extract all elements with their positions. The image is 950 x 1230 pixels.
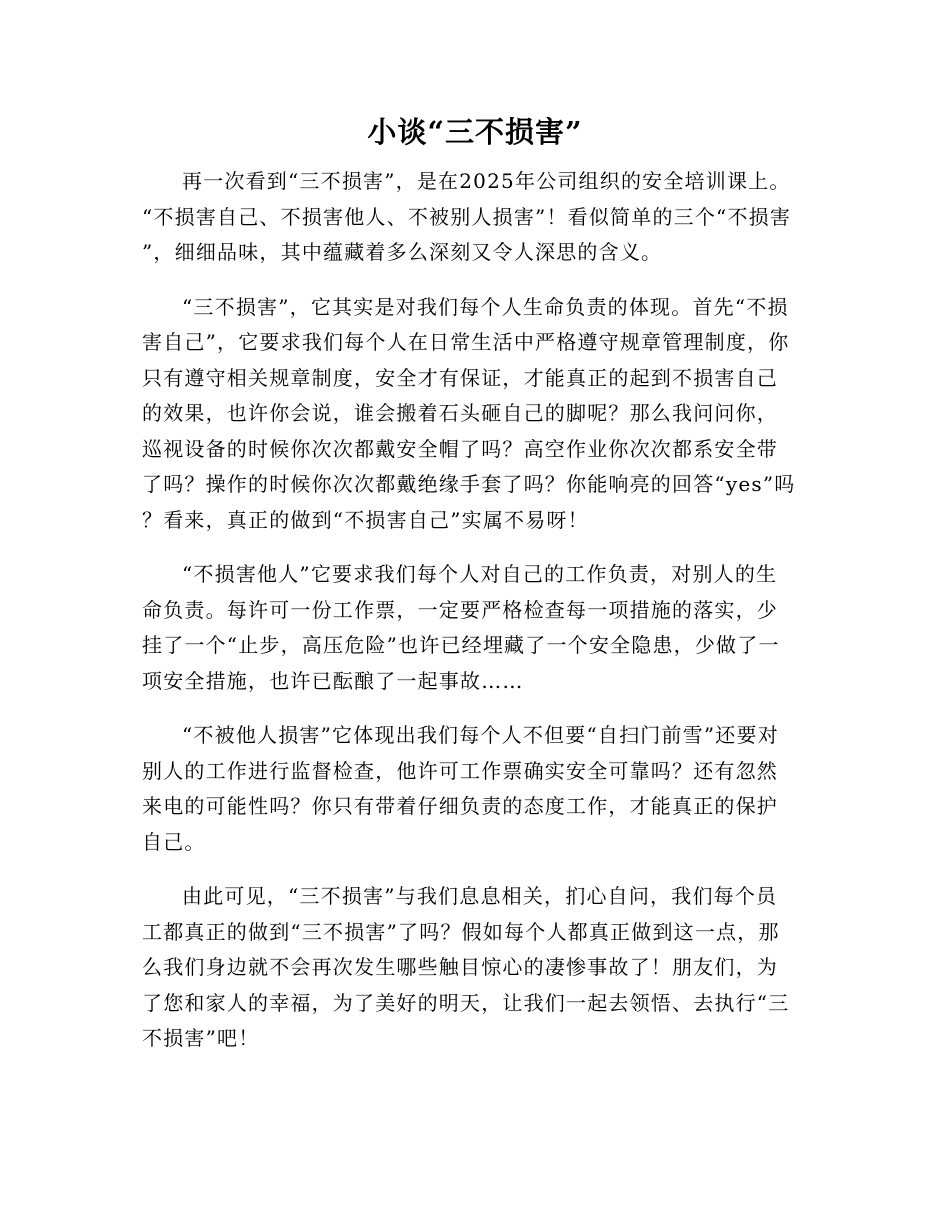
paragraph-1: 再一次看到“三不损害”，是在2025年公司组织的安全培训课上。“不损害自己、不损害他人、不被别人损害”！看似简单的三个“不损害”，细细品味，其中蕴藏着多么深刻又令人深思的含义。 xyxy=(142,169,792,264)
paragraph-2: “三不损害”，它其实是对我们每个人生命负责的体现。首先“不损害自己”，它要求我们每个人在日常生活中严格遵守规章管理制度，你只有遵守相关规章制度，安全才有保证，才能真正的起到不损害自己的效果，也许你会说，谁会搬着石头砸自己的脚呢？那么我问问你，巡视设备的时候你次次都戴安全帽了吗？高空作业你次次都系安全带了吗？操作的时候你次次都戴绝缘手套了吗？你能响亮的回答“yes”吗？看来，真正的做到“不损害自己”实属不易呀！ xyxy=(142,294,796,532)
paragraph-3: “不损害他人”它要求我们每个人对自己的工作负责，对别人的生命负责。每许可一份工作票，一定要严格检查每一项措施的落实，少挂了一个“止步，高压危险”也许已经埋藏了一个安全隐患，少做了一项安全措施，也许已酝酿了一起事故…… xyxy=(142,562,780,693)
document-title: 小谈“三不损害” xyxy=(367,115,583,149)
paragraph-4: “不被他人损害”它体现出我们每个人不但要“自扫门前雪”还要对别人的工作进行监督检查，他许可工作票确实安全可靠吗？还有忽然来电的可能性吗？你只有带着仔细负责的态度工作，才能真正的保护自己。 xyxy=(142,723,779,854)
paragraph-5: 由此可见，“三不损害”与我们息息相关，扪心自问，我们每个员工都真正的做到“三不损害”了吗？假如每个人都真正做到这一点，那么我们身边就不会再次发生哪些触目惊心的凄惨事故了！朋友们，为了您和家人的幸福，为了美好的明天，让我们一起去领悟、去执行“三不损害”吧！ xyxy=(142,884,790,1050)
document-body xyxy=(142,164,798,1076)
